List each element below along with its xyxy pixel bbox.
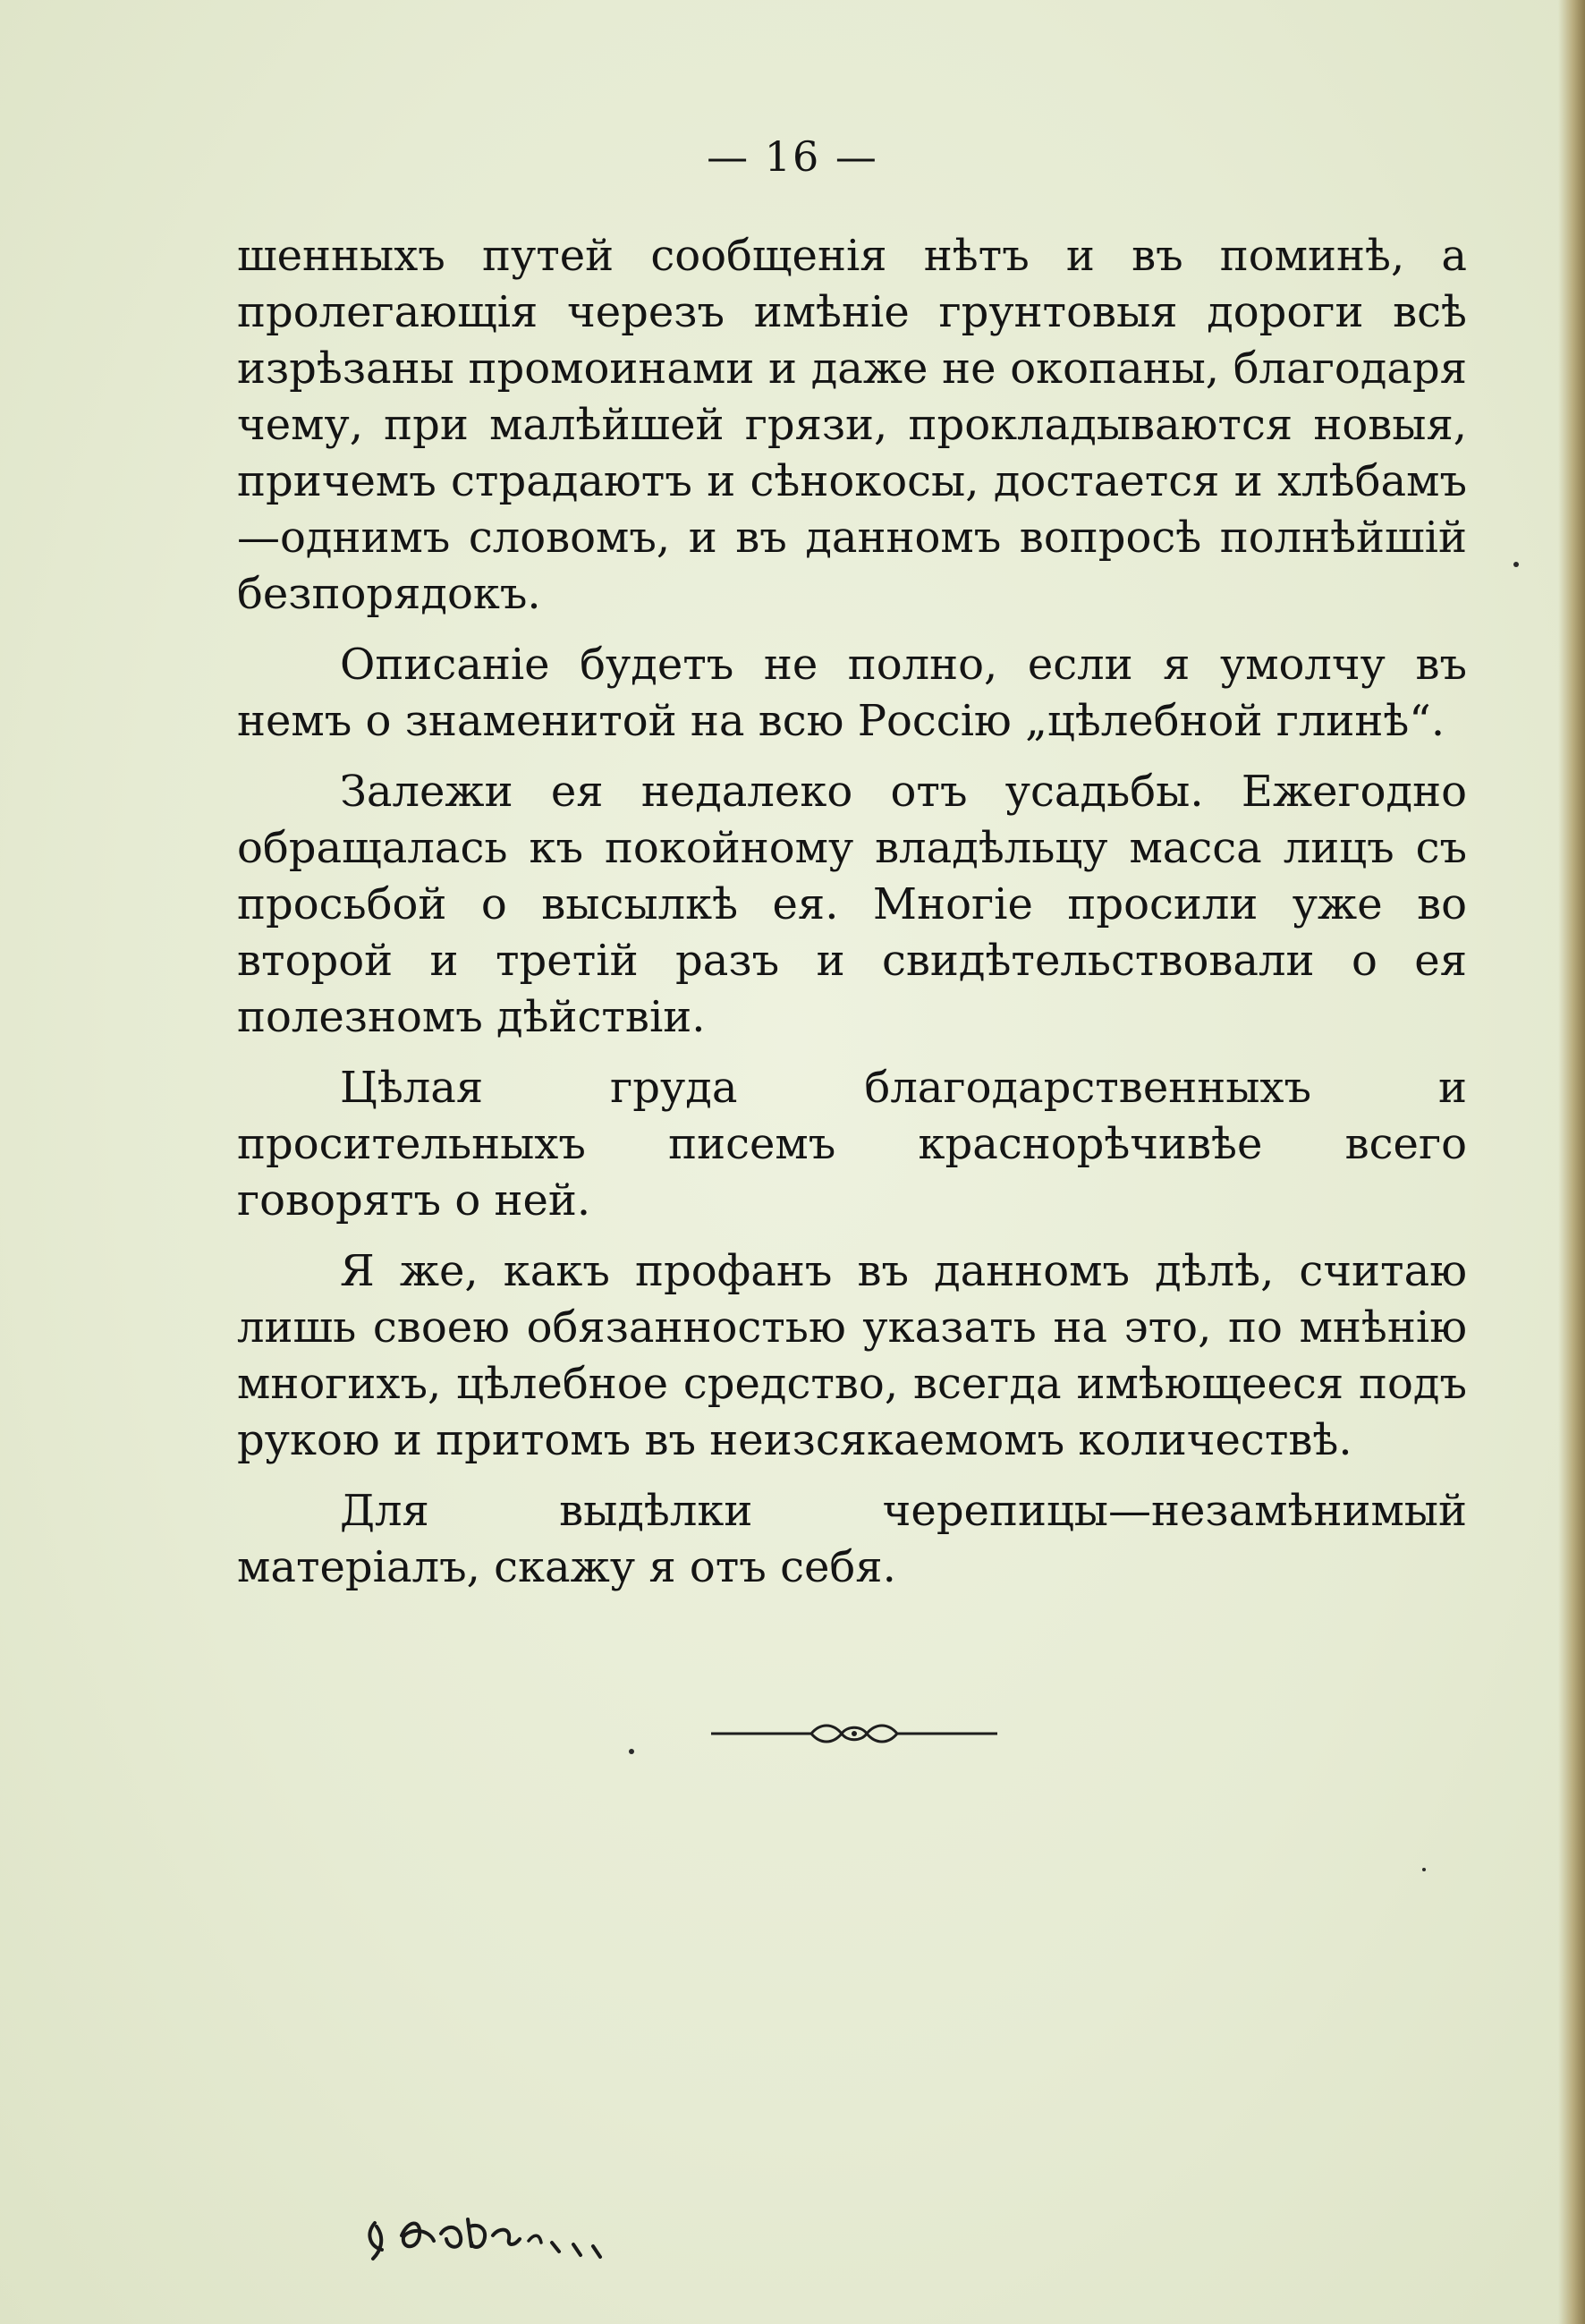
paragraph-3: Залежи ея недалеко отъ усадьбы. Ежегодно обращалась къ покойному владѣльцу масса лицъ съ просьбой о высылкѣ ея. Многіе просили уже во второй и третій разъ и свидѣтельствовали о ея полезномъ дѣйствіи. (237, 767, 1467, 1042)
paragraph-1: шенныхъ путей сообщенія нѣтъ и въ поминѣ, а пролегающія черезъ имѣніе грунтовыя дороги всѣ изрѣзаны промоинами и даже не окопаны, благодаря чему, при малѣйшей грязи, прокладываются новыя, причемъ страдаютъ и сѣнокосы, достается и хлѣбамъ—однимъ словомъ, и въ данномъ вопросѣ полнѣйшій безпорядокъ. (237, 231, 1467, 619)
handwritten-signature-icon (362, 2187, 648, 2268)
paragraph-5: Я же, какъ профанъ въ данномъ дѣлѣ, считаю лишь своею обязанностью указать на это, по мнѣнію многихъ, цѣлебное средство, всегда имѣющееся подъ рукою и притомъ въ неизсякаемомъ количествѣ. (237, 1246, 1467, 1465)
speck (1513, 562, 1519, 567)
speck (629, 1749, 634, 1754)
paragraph-4: Цѣлая груда благодарственныхъ и просительныхъ писемъ краснорѣчивѣе всего говорятъ о ней. (237, 1063, 1467, 1226)
speck (1422, 1868, 1426, 1871)
paragraph-2: Описаніе будетъ не полно, если я умолчу въ немъ о знаменитой на всю Россію „цѣлебной глинѣ“. (237, 640, 1467, 746)
end-ornament-icon (711, 1718, 997, 1749)
page-number: — 16 — (707, 132, 878, 181)
page-edge (1558, 0, 1585, 2324)
paragraph-6: Для выдѣлки черепицы—незамѣнимый матеріалъ, скажу я отъ себя. (237, 1486, 1467, 1592)
body-text (237, 228, 1467, 1610)
